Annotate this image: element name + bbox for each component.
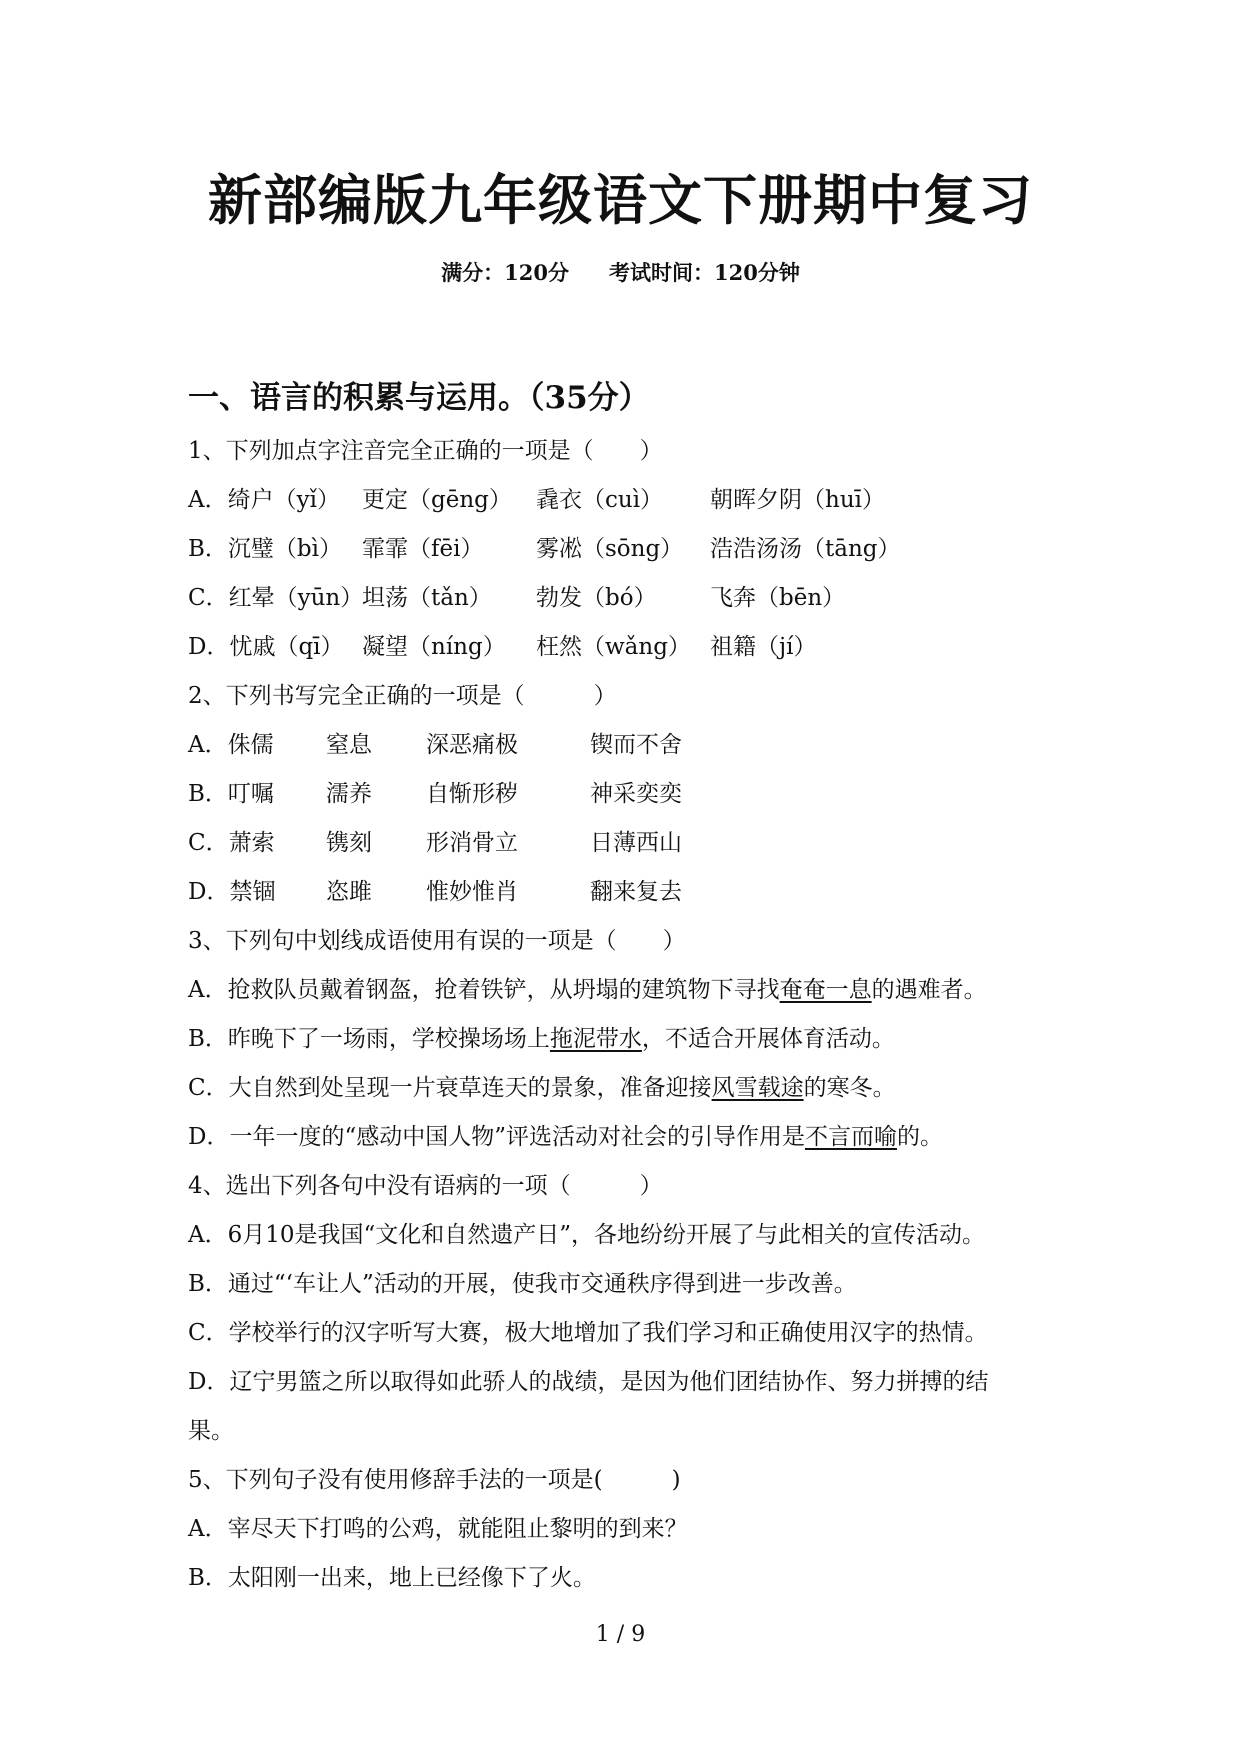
q1-option-d: [188, 630, 1068, 664]
q4-stem: 4、选出下列各句中没有语病的一项（ ）: [188, 1173, 663, 1199]
q3-option-a: [188, 973, 1068, 1007]
q1-stem: 1、下列加点字注音完全正确的一项是（ ）: [188, 438, 663, 464]
q2-d-2: 恣雎: [326, 879, 372, 905]
q1-b-2: 霏霏（fēi）: [362, 536, 484, 562]
q3-b-tail: ，不适合开展体育活动。: [641, 1026, 895, 1052]
q1-c-4: 飞奔（bēn）: [710, 585, 846, 611]
q4-option-b: B．通过“‘车让人”活动的开展，使我市交通秩序得到进一步改善。: [188, 1271, 857, 1297]
q3-a-text: A．抢救队员戴着钢盔，抢着铁铲，从坍塌的建筑物下寻找: [188, 977, 780, 1003]
q3-b-text: B．昨晚下了一场雨，学校操场场上: [188, 1026, 550, 1052]
q2-c-2: 镌刻: [326, 830, 372, 856]
q2-option-d: [188, 875, 1068, 909]
q4-option-d-continued: 果。: [188, 1418, 234, 1444]
q2-option-b: [188, 777, 1068, 811]
q4-option-a: A．6月10是我国“文化和自然遗产日”，各地纷纷开展了与此相关的宣传活动。: [188, 1222, 986, 1248]
q3-option-d: [188, 1120, 1068, 1154]
q2-b-4: 神采奕奕: [590, 781, 682, 807]
q3-stem: 3、下列句中划线成语使用有误的一项是（ ）: [188, 928, 686, 954]
q2-c-4: 日薄西山: [590, 830, 682, 856]
q3-b-idiom: 拖泥带水: [549, 1026, 642, 1052]
q1-option-c: [188, 581, 1068, 615]
q1-a-1: A．绮户（yǐ）: [188, 487, 340, 513]
q2-d-3: 惟妙惟肖: [426, 879, 518, 905]
q2-c-1: C．萧索: [188, 830, 275, 856]
q4-option-c: C．学校举行的汉字听写大赛，极大地增加了我们学习和正确使用汉字的热情。: [188, 1320, 988, 1346]
q2-a-3: 深恶痛极: [426, 732, 518, 758]
q3-a-tail: 的遇难者。: [871, 977, 987, 1003]
q3-d-text: D．一年一度的“感动中国人物”评选活动对社会的引导作用是: [188, 1124, 805, 1150]
q2-a-1: A．侏儒: [188, 732, 274, 758]
page-number: 1 / 9: [595, 1622, 646, 1647]
q1-a-4: 朝晖夕阴（huī）: [710, 487, 885, 513]
q1-d-2: 凝望（níng）: [362, 634, 506, 660]
q2-a-4: 锲而不舍: [590, 732, 682, 758]
q1-option-a: [188, 483, 1068, 517]
q5-option-b: B．太阳刚一出来，地上已经像下了火。: [188, 1565, 596, 1591]
q2-d-1: D．禁锢: [188, 879, 276, 905]
q1-d-3: 枉然（wǎng）: [536, 634, 691, 660]
q3-d-tail: 的。: [896, 1124, 943, 1150]
q1-option-b: [188, 532, 1068, 566]
document-title: 新部编版九年级语文下册期中复习: [208, 168, 1033, 232]
q2-option-c: [188, 826, 1068, 860]
q3-c-idiom: 风雪载途: [711, 1075, 804, 1101]
q1-c-1: C．红晕（yūn）: [188, 585, 364, 611]
q1-c-2: 坦荡（tǎn）: [362, 585, 492, 611]
q3-c-text: C．大自然到处呈现一片衰草连天的景象，准备迎接: [188, 1075, 712, 1101]
q1-a-3: 毳衣（cuì）: [536, 487, 664, 513]
q2-b-2: 濡养: [326, 781, 372, 807]
q4-option-d: D．辽宁男篮之所以取得如此骄人的战绩，是因为他们团结协作、努力拼搏的结: [188, 1369, 989, 1395]
q2-b-3: 自惭形秽: [426, 781, 518, 807]
q1-a-2: 更定（gēng）: [362, 487, 512, 513]
exam-time: 考试时间：120分钟: [609, 260, 800, 285]
full-score: 满分：120分: [441, 260, 569, 285]
q2-b-1: B．叮嘱: [188, 781, 274, 807]
q3-a-idiom: 奄奄一息: [779, 977, 872, 1003]
q3-option-b: [188, 1022, 1068, 1056]
q1-d-4: 祖籍（jí）: [710, 634, 817, 660]
q2-d-4: 翻来复去: [590, 879, 682, 905]
q1-b-3: 雾凇（sōng）: [536, 536, 684, 562]
q5-option-a: A．宰尽天下打鸣的公鸡，就能阻止黎明的到来？: [188, 1516, 688, 1542]
q1-b-1: B．沉璧（bì）: [188, 536, 342, 562]
q2-option-a: [188, 728, 1068, 762]
section-heading: 一、语言的积累与运用。（35分）: [188, 380, 650, 416]
q2-a-2: 窒息: [326, 732, 372, 758]
q3-option-c: [188, 1071, 1068, 1105]
exam-info: [0, 258, 1241, 288]
q2-stem: 2、下列书写完全正确的一项是（ ）: [188, 683, 617, 709]
q1-b-4: 浩浩汤汤（tāng）: [710, 536, 901, 562]
q2-c-3: 形消骨立: [426, 830, 518, 856]
q3-c-tail: 的寒冬。: [803, 1075, 896, 1101]
q1-c-3: 勃发（bó）: [536, 585, 657, 611]
q5-stem: 5、下列句子没有使用修辞手法的一项是( ): [188, 1467, 681, 1493]
q1-d-1: D．忧戚（qī）: [188, 634, 344, 660]
q3-d-idiom: 不言而喻: [804, 1124, 897, 1150]
